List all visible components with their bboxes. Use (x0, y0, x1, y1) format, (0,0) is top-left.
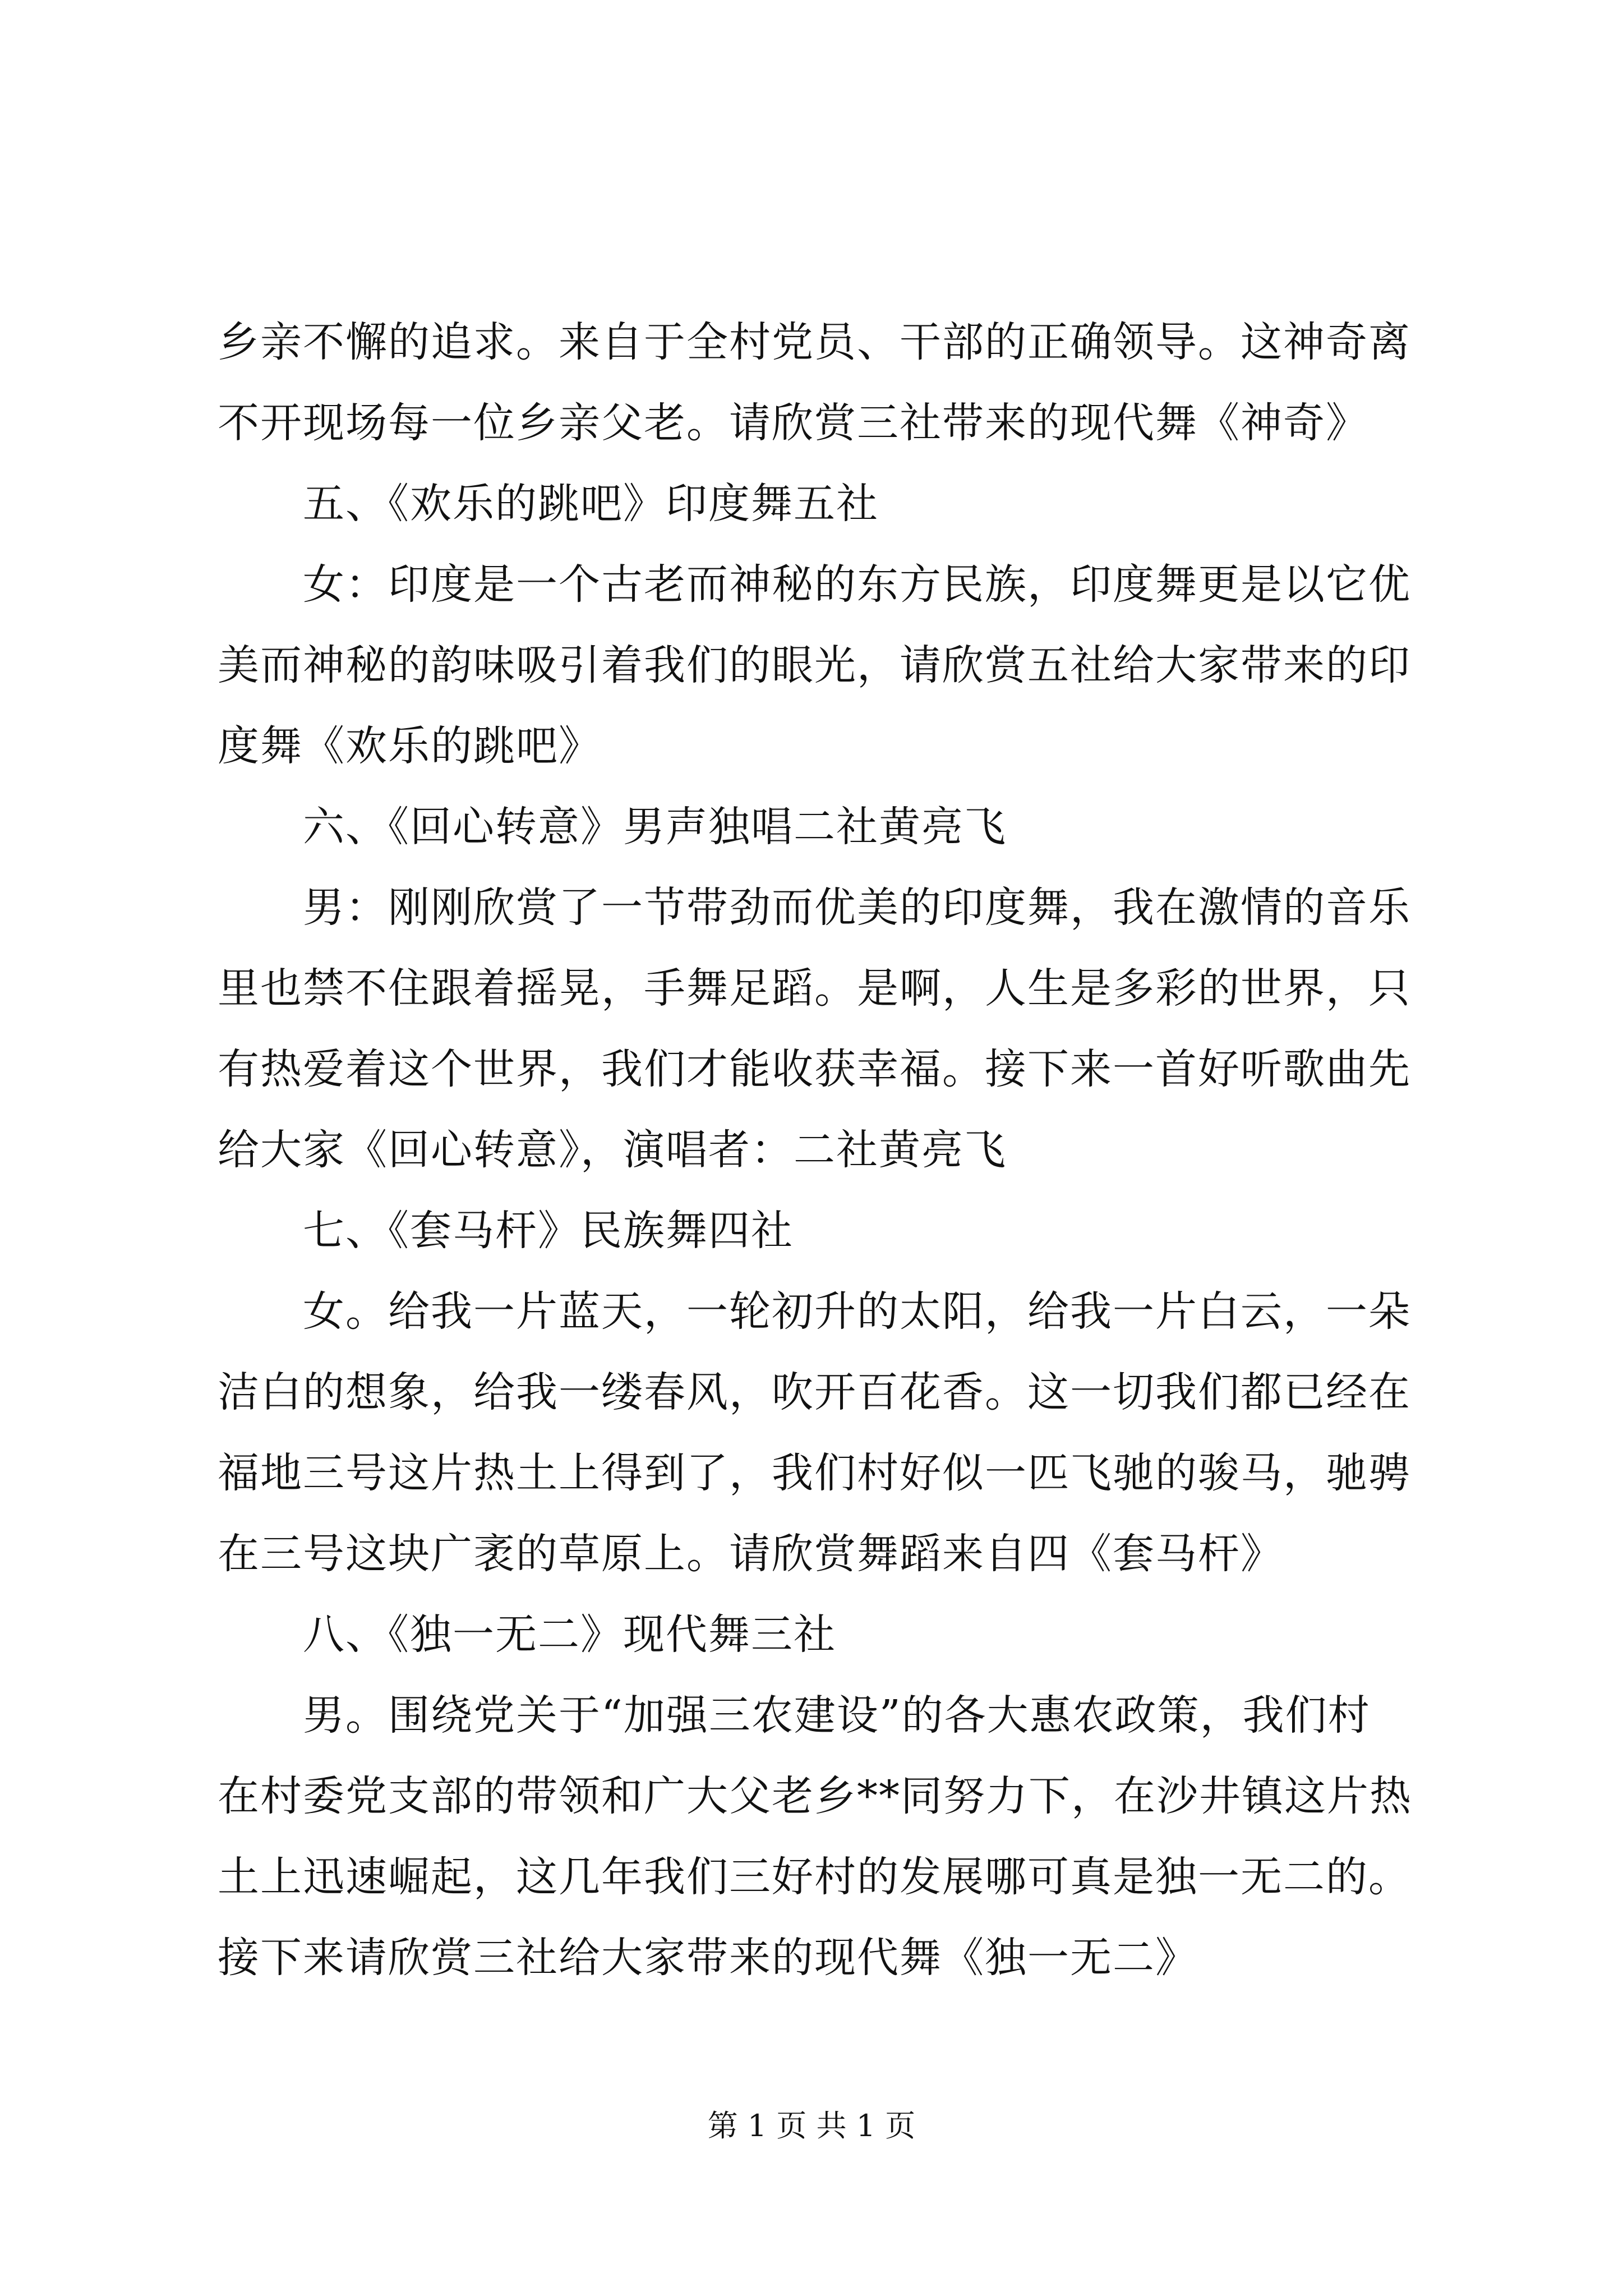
document-body (218, 302, 1418, 1998)
page-footer: 第 1 页 共 1 页 (707, 2108, 916, 2143)
text-line: 洁白的想象，给我一缕春风，吹开百花香。这一切我们都已经在 (218, 1368, 1411, 1416)
text-line: 男。围绕党关于“加强三农建设”的各大惠农政策，我们村 (303, 1691, 1371, 1740)
text-line: 八、《独一无二》现代舞三社 (303, 1611, 836, 1659)
text-line: 有热爱着这个世界，我们才能收获幸福。接下来一首好听歌曲先 (218, 1045, 1411, 1093)
text-line: 福地三号这片热土上得到了，我们村好似一匹飞驰的骏马，驰骋 (218, 1449, 1411, 1497)
text-line: 七、《套马杆》民族舞四社 (303, 1207, 794, 1255)
text-line: 里也禁不住跟着摇晃，手舞足蹈。是啊，人生是多彩的世界，只 (218, 964, 1411, 1013)
text-line: 女：印度是一个古老而神秘的东方民族，印度舞更是以它优 (303, 560, 1411, 609)
text-line: 土上迅速崛起，这几年我们三好村的发展哪可真是独一无二的。 (218, 1853, 1411, 1901)
text-line: 美而神秘的韵味吸引着我们的眼光，请欣赏五社给大家带来的印 (218, 641, 1411, 689)
text-line: 六、《回心转意》男声独唱二社黄亮飞 (303, 803, 1007, 851)
text-line: 给大家《回心转意》，演唱者：二社黄亮飞 (218, 1126, 1007, 1174)
text-line: 接下来请欣赏三社给大家带来的现代舞《独一无二》 (218, 1934, 1198, 1982)
text-line: 女。给我一片蓝天，一轮初升的太阳，给我一片白云，一朵 (303, 1287, 1411, 1336)
text-line: 男：刚刚欣赏了一节带劲而优美的印度舞，我在激情的音乐 (303, 884, 1411, 932)
text-line: 不开现场每一位乡亲父老。请欣赏三社带来的现代舞《神奇》 (218, 399, 1368, 447)
text-line: 乡亲不懈的追求。来自于全村党员、干部的正确领导。这神奇离 (218, 318, 1411, 366)
text-line: 在三号这块广袤的草原上。请欣赏舞蹈来自四《套马杆》 (218, 1530, 1283, 1578)
text-line: 在村委党支部的带领和广大父老乡**同努力下，在沙井镇这片热 (218, 1772, 1412, 1820)
text-line: 五、《欢乐的跳吧》印度舞五社 (303, 480, 879, 528)
text-line: 度舞《欢乐的跳吧》 (218, 722, 601, 770)
